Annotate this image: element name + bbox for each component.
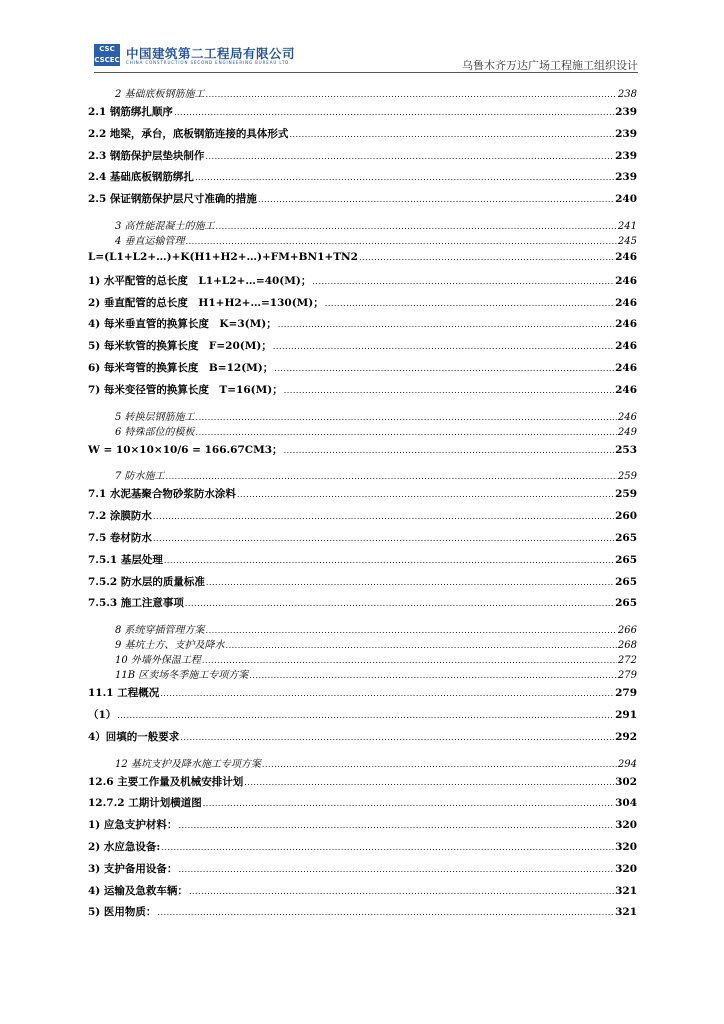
toc-entry[interactable] xyxy=(88,839,637,861)
table-of-contents xyxy=(88,85,637,926)
toc-dot-leader xyxy=(117,711,614,720)
toc-entry-page-number: 246 xyxy=(615,250,637,263)
toc-entry-label: 2) 水应急设备: xyxy=(88,840,161,853)
toc-entry-page-number: 246 xyxy=(615,340,637,353)
toc-entry-page-number: 253 xyxy=(615,443,637,456)
toc-entry-page-number: 265 xyxy=(615,575,637,588)
toc-entry-page-number: 292 xyxy=(615,730,637,743)
toc-entry[interactable] xyxy=(88,148,637,170)
toc-dot-leader xyxy=(284,446,615,455)
toc-entry-page-number: 239 xyxy=(615,106,637,118)
toc-entry-label: 5) 医用物质： xyxy=(88,906,157,919)
toc-entry-label: 6) 每米弯管的换算长度 B=12(M)； xyxy=(88,361,274,374)
toc-dot-leader xyxy=(180,733,614,742)
toc-entry-label: 4) 运输及急救车辆： xyxy=(88,884,188,897)
toc-dot-leader xyxy=(206,90,617,99)
toc-dot-leader xyxy=(278,320,614,329)
toc-dot-leader xyxy=(174,108,614,117)
toc-dot-leader xyxy=(185,599,614,608)
toc-dot-leader xyxy=(166,472,617,481)
toc-entry-label: W = 10×10×10/6 = 166.67CM3； xyxy=(88,443,283,456)
toc-dot-leader xyxy=(161,843,614,852)
toc-dot-leader xyxy=(237,490,614,499)
toc-dot-leader xyxy=(262,760,617,769)
toc-entry-page-number: 302 xyxy=(615,775,637,788)
toc-entry-page-number: 279 xyxy=(615,687,637,700)
toc-entry-label: 3) 支护备用设备： xyxy=(88,862,178,875)
toc-entry-label: 7.5.2 防水层的质量标准 xyxy=(88,575,205,588)
toc-entry-label: 11B 区卖场冬季施工专项方案 xyxy=(115,670,249,682)
toc-entry-label: 12.6 主要工作量及机械安排计划 xyxy=(88,775,244,788)
toc-entry-label: 11.1 工程概况 xyxy=(88,687,160,700)
toc-entry-label: 2) 垂直配管的总长度 H1+H2+…=130(M)； xyxy=(88,296,324,309)
toc-entry[interactable] xyxy=(88,423,637,438)
toc-entry-page-number: 239 xyxy=(615,127,637,140)
toc-entry-label: 4 垂直运输管理 xyxy=(115,235,185,247)
document-title: 乌鲁木齐万达广场工程施工组织设计 xyxy=(462,59,638,72)
toc-entry-page-number: 239 xyxy=(615,171,637,184)
toc-entry-page-number: 266 xyxy=(617,625,637,637)
toc-entry-label: 4）回填的一般要求 xyxy=(88,730,180,743)
toc-entry[interactable] xyxy=(88,467,637,482)
toc-entry[interactable] xyxy=(88,85,637,100)
toc-entry[interactable] xyxy=(88,651,637,666)
toc-entry[interactable] xyxy=(88,169,637,191)
toc-dot-leader xyxy=(196,413,617,422)
toc-entry-label: 7.1 水泥基聚合物砂浆防水涂料 xyxy=(88,488,236,501)
toc-entry-label: 5) 每米软管的换算长度 F=20(M)； xyxy=(88,340,272,353)
toc-entry[interactable] xyxy=(88,621,637,636)
toc-entry-page-number: 260 xyxy=(615,510,637,523)
company-name: 中国建筑第二工程局有限公司 xyxy=(126,46,296,61)
toc-dot-leader xyxy=(284,386,614,395)
toc-entry[interactable] xyxy=(88,442,637,464)
toc-entry-page-number: 246 xyxy=(615,274,637,287)
toc-entry-page-number: 320 xyxy=(615,862,637,875)
toc-dot-leader xyxy=(258,195,614,204)
toc-entry[interactable] xyxy=(88,685,637,707)
toc-dot-leader xyxy=(186,237,617,246)
toc-entry-page-number: 272 xyxy=(617,655,637,667)
toc-entry-label: 1) 应急支护材料： xyxy=(88,819,178,832)
toc-entry-label: 12 基坑支护及降水施工专项方案 xyxy=(115,758,261,770)
toc-entry-label: 2.3 钢筋保护层垫块制作 xyxy=(88,149,205,162)
toc-entry[interactable] xyxy=(88,774,637,796)
toc-entry[interactable] xyxy=(88,382,637,404)
toc-entry-page-number: 238 xyxy=(617,89,637,100)
toc-dot-leader xyxy=(178,865,614,874)
toc-dot-leader xyxy=(274,364,614,373)
toc-entry-label: 7.5.3 施工注意事项 xyxy=(88,597,184,610)
toc-entry-page-number: 259 xyxy=(617,471,637,483)
toc-entry-label: 4) 每米垂直管的换算长度 K=3(M)； xyxy=(88,318,277,331)
toc-entry-label: 7.2 涂膜防水 xyxy=(88,510,152,523)
company-logo: CSC CSCEC xyxy=(94,45,120,64)
toc-entry-page-number: 304 xyxy=(615,797,637,810)
toc-dot-leader xyxy=(359,253,614,262)
toc-entry-label: 1) 水平配管的总长度 L1+L2+…=40(M)； xyxy=(88,274,312,287)
toc-dot-leader xyxy=(325,299,614,308)
toc-entry-page-number: 321 xyxy=(615,884,637,897)
toc-entry-page-number: 291 xyxy=(615,708,637,721)
toc-entry[interactable] xyxy=(88,232,637,247)
toc-dot-leader xyxy=(153,512,614,521)
toc-dot-leader xyxy=(164,556,614,565)
toc-entry-label: 3 高性能混凝土的施工 xyxy=(115,220,215,232)
toc-entry[interactable] xyxy=(88,104,637,126)
toc-entry[interactable] xyxy=(88,707,637,729)
toc-entry-page-number: 294 xyxy=(617,758,637,770)
toc-dot-leader xyxy=(202,656,617,665)
toc-entry-page-number: 239 xyxy=(615,149,637,162)
toc-entry[interactable] xyxy=(88,408,637,423)
toc-entry[interactable] xyxy=(88,729,637,751)
toc-dot-leader xyxy=(206,578,614,587)
page-header xyxy=(94,40,638,73)
toc-entry-label: 7) 每米变径管的换算长度 T=16(M)； xyxy=(88,383,283,396)
toc-entry[interactable] xyxy=(88,251,637,273)
toc-dot-leader xyxy=(206,626,617,635)
toc-entry-page-number: 321 xyxy=(615,906,637,919)
toc-entry-page-number: 240 xyxy=(615,193,637,206)
toc-entry[interactable] xyxy=(88,883,637,905)
toc-entry-page-number: 279 xyxy=(617,670,637,682)
toc-entry-label: 2 基础底板钢筋施工 xyxy=(115,89,205,100)
toc-entry[interactable] xyxy=(88,795,637,817)
toc-entry-page-number: 265 xyxy=(615,531,637,544)
toc-entry[interactable] xyxy=(88,636,637,651)
toc-entry-page-number: 246 xyxy=(615,361,637,374)
toc-dot-leader xyxy=(153,534,614,543)
toc-entry[interactable] xyxy=(88,817,637,839)
toc-entry-label: 7 防水施工 xyxy=(115,471,165,483)
toc-dot-leader xyxy=(249,671,617,680)
toc-entry-page-number: 320 xyxy=(615,840,637,853)
toc-entry[interactable] xyxy=(88,295,637,317)
toc-entry-page-number: 246 xyxy=(615,318,637,331)
toc-entry-label: （1） xyxy=(88,708,117,721)
toc-entry[interactable] xyxy=(88,191,637,213)
toc-dot-leader xyxy=(289,130,614,139)
toc-entry[interactable] xyxy=(88,755,637,770)
toc-entry-page-number: 320 xyxy=(615,819,637,832)
toc-dot-leader xyxy=(273,342,614,351)
toc-entry[interactable] xyxy=(88,217,637,232)
toc-entry-page-number: 259 xyxy=(615,488,637,501)
toc-entry-page-number: 246 xyxy=(617,411,637,423)
toc-entry[interactable] xyxy=(88,126,637,148)
toc-entry-label: 2.4 基础底板钢筋绑扎 xyxy=(88,171,194,184)
toc-entry[interactable] xyxy=(88,861,637,883)
toc-dot-leader xyxy=(160,689,614,698)
toc-entry-label: 2.2 地梁，承台，底板钢筋连接的具体形式 xyxy=(88,127,289,140)
toc-dot-leader xyxy=(226,641,617,650)
toc-entry-label: L=(L1+L2+…)+K(H1+H2+…)+FM+BN1+TN2 xyxy=(88,250,358,263)
toc-entry[interactable] xyxy=(88,316,637,338)
toc-entry-label: 7.5.1 基层处理 xyxy=(88,553,163,566)
toc-entry-page-number: 268 xyxy=(617,640,637,652)
toc-dot-leader xyxy=(312,277,614,286)
toc-entry[interactable] xyxy=(88,595,637,617)
toc-entry-label: 6 特殊部位的模板 xyxy=(115,426,195,438)
toc-entry[interactable] xyxy=(88,338,637,360)
toc-entry[interactable] xyxy=(88,508,637,530)
toc-entry-page-number: 241 xyxy=(617,220,637,232)
toc-entry[interactable] xyxy=(88,552,637,574)
toc-entry-label: 8 系统穿插管理方案 xyxy=(115,625,205,637)
toc-entry-label: 12.7.2 工期计划横道图 xyxy=(88,797,202,810)
toc-dot-leader xyxy=(205,152,614,161)
toc-entry-label: 5 转换层钢筋施工 xyxy=(115,411,195,423)
toc-entry-page-number: 246 xyxy=(615,296,637,309)
toc-entry[interactable] xyxy=(88,904,637,926)
toc-entry-page-number: 265 xyxy=(615,597,637,610)
toc-entry-label: 9 基坑土方、支护及降水 xyxy=(115,640,225,652)
toc-entry[interactable] xyxy=(88,360,637,382)
toc-entry[interactable] xyxy=(88,273,637,295)
toc-entry-label: 2.5 保证钢筋保护层尺寸准确的措施 xyxy=(88,193,257,206)
toc-dot-leader xyxy=(216,222,617,231)
toc-entry-label: 10 外墙外保温工程 xyxy=(115,655,201,667)
toc-entry-page-number: 246 xyxy=(615,383,637,396)
toc-entry[interactable] xyxy=(88,486,637,508)
toc-dot-leader xyxy=(189,887,614,896)
company-name-english: CHINA CONSTRUCTION SECOND ENGINEERING BUREAU LTD. xyxy=(126,60,292,65)
toc-entry[interactable] xyxy=(88,574,637,596)
toc-entry[interactable] xyxy=(88,530,637,552)
toc-dot-leader xyxy=(196,428,617,437)
toc-dot-leader xyxy=(178,821,614,830)
toc-entry-page-number: 245 xyxy=(617,235,637,247)
toc-dot-leader xyxy=(195,173,614,182)
toc-entry-page-number: 265 xyxy=(615,553,637,566)
toc-entry-page-number: 249 xyxy=(617,426,637,438)
toc-dot-leader xyxy=(157,908,614,917)
toc-dot-leader xyxy=(203,799,614,808)
toc-dot-leader xyxy=(244,778,614,787)
toc-entry[interactable] xyxy=(88,666,637,681)
toc-entry-label: 2.1 钢筋绑扎顺序 xyxy=(88,106,173,118)
toc-entry-label: 7.5 卷材防水 xyxy=(88,531,152,544)
